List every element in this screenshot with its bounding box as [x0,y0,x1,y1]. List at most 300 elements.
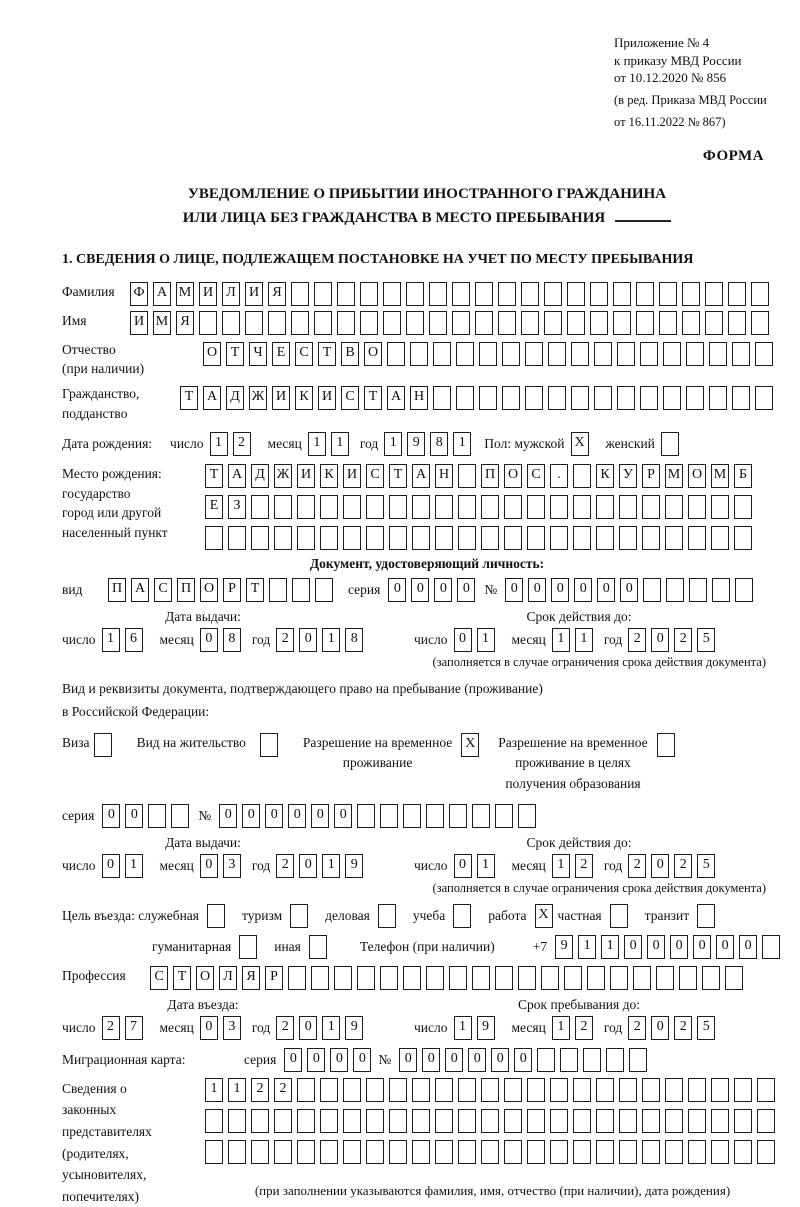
form-cell[interactable]: Я [176,311,194,335]
purpose-other-checkbox[interactable] [309,935,332,959]
purpose-business-checkbox[interactable] [378,904,401,928]
form-cell[interactable]: 0 [647,935,665,959]
birth-year-cells[interactable] [384,432,476,456]
form-cell[interactable]: 0 [311,804,329,828]
form-cell[interactable]: Р [223,578,241,602]
form-cell[interactable] [269,578,287,602]
form-cell[interactable] [311,966,329,990]
permit-valid-day-cells[interactable] [454,854,500,878]
form-cell[interactable]: Я [242,966,260,990]
form-cell[interactable]: 1 [308,432,326,456]
form-cell[interactable]: 0 [597,578,615,602]
form-cell[interactable]: 1 [331,432,349,456]
form-cell[interactable] [380,966,398,990]
form-cell[interactable] [550,526,568,550]
form-cell[interactable] [610,904,628,928]
purpose-study-checkbox[interactable] [453,904,476,928]
form-cell[interactable]: Н [435,464,453,488]
form-cell[interactable]: 1 [477,854,495,878]
form-cell[interactable] [711,1140,729,1164]
form-cell[interactable] [697,904,715,928]
stay-day-cells[interactable] [454,1016,500,1040]
form-cell[interactable] [596,1109,614,1133]
form-cell[interactable] [274,1109,292,1133]
form-cell[interactable]: 0 [434,578,452,602]
form-cell[interactable] [498,311,516,335]
form-cell[interactable] [435,526,453,550]
form-cell[interactable] [709,342,727,366]
form-cell[interactable] [757,1109,775,1133]
form-cell[interactable] [527,526,545,550]
form-cell[interactable] [205,1140,223,1164]
form-cell[interactable] [550,1078,568,1102]
form-cell[interactable] [366,1140,384,1164]
form-cell[interactable]: 1 [384,432,402,456]
form-cell[interactable] [320,1109,338,1133]
form-cell[interactable] [564,966,582,990]
form-cell[interactable]: 5 [697,1016,715,1040]
form-cell[interactable] [429,311,447,335]
form-cell[interactable] [412,526,430,550]
form-cell[interactable] [757,1078,775,1102]
form-cell[interactable]: 6 [125,628,143,652]
form-cell[interactable] [734,526,752,550]
form-cell[interactable] [228,1109,246,1133]
form-cell[interactable] [251,495,269,519]
form-cell[interactable] [343,526,361,550]
form-cell[interactable] [458,526,476,550]
form-cell[interactable]: И [318,386,336,410]
form-cell[interactable] [274,1140,292,1164]
doc-kind-cells[interactable] [108,578,338,602]
form-cell[interactable] [199,311,217,335]
form-cell[interactable]: 2 [575,854,593,878]
form-cell[interactable] [613,282,631,306]
form-cell[interactable] [366,1109,384,1133]
form-cell[interactable] [663,342,681,366]
form-cell[interactable] [426,966,444,990]
form-cell[interactable] [541,966,559,990]
form-cell[interactable]: 0 [454,628,472,652]
form-cell[interactable]: Е [205,495,223,519]
stay-month-cells[interactable] [552,1016,598,1040]
form-cell[interactable]: 8 [430,432,448,456]
form-cell[interactable]: X [461,733,479,757]
form-cell[interactable]: П [481,464,499,488]
temp-residence-edu-checkbox[interactable] [657,733,680,757]
form-cell[interactable]: К [295,386,313,410]
form-cell[interactable] [734,1140,752,1164]
form-cell[interactable]: Т [318,342,336,366]
form-cell[interactable]: Н [410,386,428,410]
form-cell[interactable] [297,1078,315,1102]
form-cell[interactable] [433,386,451,410]
form-cell[interactable] [702,966,720,990]
form-cell[interactable] [426,804,444,828]
form-cell[interactable] [314,311,332,335]
form-cell[interactable]: 0 [670,935,688,959]
form-cell[interactable] [642,495,660,519]
purpose-humanitarian-checkbox[interactable] [239,935,262,959]
form-cell[interactable]: 2 [575,1016,593,1040]
form-cell[interactable] [642,526,660,550]
form-cell[interactable] [403,966,421,990]
form-cell[interactable] [665,1140,683,1164]
form-cell[interactable]: 0 [551,578,569,602]
form-cell[interactable]: 1 [552,628,570,652]
surname-cells[interactable] [130,282,774,306]
form-cell[interactable]: 0 [307,1048,325,1072]
form-cell[interactable] [732,386,750,410]
form-cell[interactable]: Ф [130,282,148,306]
form-cell[interactable] [711,1109,729,1133]
form-cell[interactable] [665,1109,683,1133]
form-cell[interactable] [583,1048,601,1072]
form-cell[interactable] [452,282,470,306]
form-cell[interactable] [688,1140,706,1164]
form-cell[interactable] [751,311,769,335]
form-cell[interactable]: М [711,464,729,488]
form-cell[interactable] [366,495,384,519]
form-cell[interactable]: З [228,495,246,519]
form-cell[interactable] [412,1078,430,1102]
form-cell[interactable]: 5 [697,628,715,652]
form-cell[interactable] [207,904,225,928]
form-cell[interactable] [449,804,467,828]
form-cell[interactable] [343,1078,361,1102]
form-cell[interactable] [712,578,730,602]
permit-valid-year-cells[interactable] [628,854,720,878]
representatives-cells-row3[interactable] [205,1140,780,1164]
form-cell[interactable]: 2 [628,628,646,652]
birthplace-cells-row2[interactable] [205,495,757,519]
form-cell[interactable] [656,966,674,990]
form-cell[interactable] [587,966,605,990]
form-cell[interactable]: 1 [125,854,143,878]
form-cell[interactable]: 2 [276,628,294,652]
given-name-cells[interactable] [130,311,774,335]
birth-day-cells[interactable] [210,432,256,456]
form-cell[interactable] [343,1140,361,1164]
form-cell[interactable]: А [412,464,430,488]
doc-issue-month-cells[interactable] [200,628,246,652]
form-cell[interactable] [560,1048,578,1072]
form-cell[interactable] [711,526,729,550]
purpose-official-checkbox[interactable] [207,904,230,928]
form-cell[interactable] [297,495,315,519]
form-cell[interactable]: О [364,342,382,366]
form-cell[interactable]: А [131,578,149,602]
permit-number-cells[interactable] [219,804,541,828]
form-cell[interactable]: 1 [575,628,593,652]
form-cell[interactable]: Р [642,464,660,488]
form-cell[interactable] [688,526,706,550]
form-cell[interactable] [378,904,396,928]
form-cell[interactable]: М [176,282,194,306]
birthplace-cells-row3[interactable] [205,526,757,550]
form-cell[interactable]: 2 [274,1078,292,1102]
form-cell[interactable] [686,386,704,410]
form-cell[interactable] [389,1140,407,1164]
form-cell[interactable]: 3 [223,854,241,878]
form-cell[interactable]: П [108,578,126,602]
form-cell[interactable]: 0 [219,804,237,828]
form-cell[interactable] [458,495,476,519]
form-cell[interactable] [292,578,310,602]
form-cell[interactable]: 0 [299,854,317,878]
form-cell[interactable]: И [343,464,361,488]
form-cell[interactable] [734,1078,752,1102]
form-cell[interactable] [502,342,520,366]
birthplace-cells-row1[interactable] [205,464,757,488]
form-cell[interactable] [629,1048,647,1072]
form-cell[interactable] [389,1078,407,1102]
form-cell[interactable] [389,526,407,550]
form-cell[interactable]: 1 [210,432,228,456]
form-cell[interactable]: П [177,578,195,602]
form-cell[interactable]: 0 [491,1048,509,1072]
form-cell[interactable]: У [619,464,637,488]
doc-valid-year-cells[interactable] [628,628,720,652]
form-cell[interactable] [521,282,539,306]
form-cell[interactable] [525,342,543,366]
form-cell[interactable] [567,311,585,335]
form-cell[interactable] [594,342,612,366]
form-cell[interactable] [433,342,451,366]
form-cell[interactable]: 0 [200,628,218,652]
visa-checkbox[interactable] [94,733,117,757]
form-cell[interactable] [291,282,309,306]
form-cell[interactable]: 2 [102,1016,120,1040]
form-cell[interactable] [686,342,704,366]
form-cell[interactable] [594,386,612,410]
form-cell[interactable]: 0 [574,578,592,602]
representatives-cells-row1[interactable] [205,1078,780,1102]
form-cell[interactable]: X [535,904,553,928]
form-cell[interactable] [481,526,499,550]
form-cell[interactable] [596,1140,614,1164]
form-cell[interactable] [458,464,476,488]
phone-cells[interactable] [555,935,785,959]
form-cell[interactable]: 1 [477,628,495,652]
form-cell[interactable] [222,311,240,335]
form-cell[interactable]: 2 [276,1016,294,1040]
form-cell[interactable] [315,578,333,602]
form-cell[interactable]: А [228,464,246,488]
form-cell[interactable] [458,1078,476,1102]
form-cell[interactable] [475,311,493,335]
form-cell[interactable]: 7 [125,1016,143,1040]
form-cell[interactable] [544,282,562,306]
form-cell[interactable]: О [688,464,706,488]
form-cell[interactable]: Е [272,342,290,366]
form-cell[interactable] [688,1109,706,1133]
form-cell[interactable] [636,311,654,335]
form-cell[interactable] [735,578,753,602]
form-cell[interactable]: Б [734,464,752,488]
form-cell[interactable] [435,1109,453,1133]
form-cell[interactable]: Д [251,464,269,488]
form-cell[interactable] [527,495,545,519]
form-cell[interactable]: 9 [477,1016,495,1040]
form-cell[interactable] [472,966,490,990]
form-cell[interactable] [728,311,746,335]
form-cell[interactable]: С [527,464,545,488]
form-cell[interactable] [666,578,684,602]
form-cell[interactable] [619,1078,637,1102]
form-cell[interactable] [320,1078,338,1102]
form-cell[interactable]: 0 [468,1048,486,1072]
form-cell[interactable]: 0 [651,628,669,652]
form-cell[interactable] [449,966,467,990]
form-cell[interactable]: М [665,464,683,488]
form-cell[interactable] [481,1140,499,1164]
form-cell[interactable]: 0 [422,1048,440,1072]
form-cell[interactable]: 2 [674,1016,692,1040]
form-cell[interactable]: К [596,464,614,488]
patronymic-cells[interactable] [203,342,778,366]
form-cell[interactable] [504,526,522,550]
form-cell[interactable] [613,311,631,335]
form-cell[interactable] [606,1048,624,1072]
form-cell[interactable]: И [245,282,263,306]
form-cell[interactable] [403,804,421,828]
form-cell[interactable]: 1 [552,1016,570,1040]
form-cell[interactable]: 3 [223,1016,241,1040]
form-cell[interactable] [665,526,683,550]
form-cell[interactable]: Т [226,342,244,366]
form-cell[interactable]: С [295,342,313,366]
form-cell[interactable]: 2 [674,854,692,878]
purpose-private-checkbox[interactable] [610,904,633,928]
form-cell[interactable] [360,311,378,335]
form-cell[interactable]: 0 [445,1048,463,1072]
form-cell[interactable]: 1 [205,1078,223,1102]
entry-day-cells[interactable] [102,1016,148,1040]
purpose-transit-checkbox[interactable] [697,904,720,928]
doc-series-cells[interactable] [388,578,480,602]
form-cell[interactable] [573,1140,591,1164]
form-cell[interactable]: И [130,311,148,335]
form-cell[interactable] [725,966,743,990]
form-cell[interactable] [309,935,327,959]
form-cell[interactable]: 0 [693,935,711,959]
form-cell[interactable]: О [200,578,218,602]
form-cell[interactable] [366,526,384,550]
form-cell[interactable] [550,495,568,519]
form-cell[interactable]: Ж [249,386,267,410]
form-cell[interactable]: С [341,386,359,410]
form-cell[interactable]: О [203,342,221,366]
form-cell[interactable] [502,386,520,410]
form-cell[interactable] [274,526,292,550]
form-cell[interactable] [205,1109,223,1133]
form-cell[interactable]: 0 [284,1048,302,1072]
form-cell[interactable] [755,342,773,366]
form-cell[interactable] [479,342,497,366]
form-cell[interactable] [619,526,637,550]
form-cell[interactable] [334,966,352,990]
form-cell[interactable]: Ж [274,464,292,488]
form-cell[interactable] [410,342,428,366]
doc-issue-year-cells[interactable] [276,628,368,652]
form-cell[interactable] [550,1140,568,1164]
form-cell[interactable] [527,1109,545,1133]
birth-month-cells[interactable] [308,432,354,456]
form-cell[interactable] [682,282,700,306]
doc-valid-month-cells[interactable] [552,628,598,652]
form-cell[interactable]: 1 [578,935,596,959]
form-cell[interactable] [406,282,424,306]
form-cell[interactable]: 1 [601,935,619,959]
form-cell[interactable] [548,342,566,366]
form-cell[interactable] [762,935,780,959]
form-cell[interactable] [429,282,447,306]
form-cell[interactable] [596,495,614,519]
form-cell[interactable] [357,804,375,828]
doc-number-cells[interactable] [505,578,758,602]
permit-series-cells[interactable] [102,804,194,828]
form-cell[interactable]: 0 [330,1048,348,1072]
form-cell[interactable] [751,282,769,306]
form-cell[interactable]: М [153,311,171,335]
entry-year-cells[interactable] [276,1016,368,1040]
form-cell[interactable] [481,1109,499,1133]
form-cell[interactable]: 0 [514,1048,532,1072]
citizenship-cells[interactable] [180,386,778,410]
form-cell[interactable]: С [366,464,384,488]
form-cell[interactable] [475,282,493,306]
form-cell[interactable]: 9 [345,1016,363,1040]
form-cell[interactable]: 9 [345,854,363,878]
form-cell[interactable] [290,904,308,928]
form-cell[interactable] [343,495,361,519]
form-cell[interactable]: 9 [555,935,573,959]
permit-issue-day-cells[interactable] [102,854,148,878]
form-cell[interactable] [518,804,536,828]
form-cell[interactable] [458,1140,476,1164]
form-cell[interactable] [357,966,375,990]
form-cell[interactable]: X [571,432,589,456]
form-cell[interactable]: 0 [399,1048,417,1072]
form-cell[interactable] [94,733,112,757]
permit-issue-year-cells[interactable] [276,854,368,878]
form-cell[interactable]: Т [389,464,407,488]
form-cell[interactable]: Т [173,966,191,990]
form-cell[interactable]: 5 [697,854,715,878]
form-cell[interactable] [711,1078,729,1102]
form-cell[interactable] [527,1140,545,1164]
form-cell[interactable] [521,311,539,335]
form-cell[interactable]: С [154,578,172,602]
purpose-work-checkbox[interactable] [535,904,558,928]
form-cell[interactable]: Л [222,282,240,306]
form-cell[interactable]: Ч [249,342,267,366]
form-cell[interactable] [679,966,697,990]
form-cell[interactable] [412,1140,430,1164]
form-cell[interactable] [663,386,681,410]
permit-valid-month-cells[interactable] [552,854,598,878]
form-cell[interactable] [504,1140,522,1164]
form-cell[interactable] [453,904,471,928]
form-cell[interactable] [251,1140,269,1164]
form-cell[interactable] [435,495,453,519]
form-cell[interactable] [383,311,401,335]
form-cell[interactable] [452,311,470,335]
form-cell[interactable]: Д [226,386,244,410]
form-cell[interactable]: С [150,966,168,990]
form-cell[interactable] [617,386,635,410]
